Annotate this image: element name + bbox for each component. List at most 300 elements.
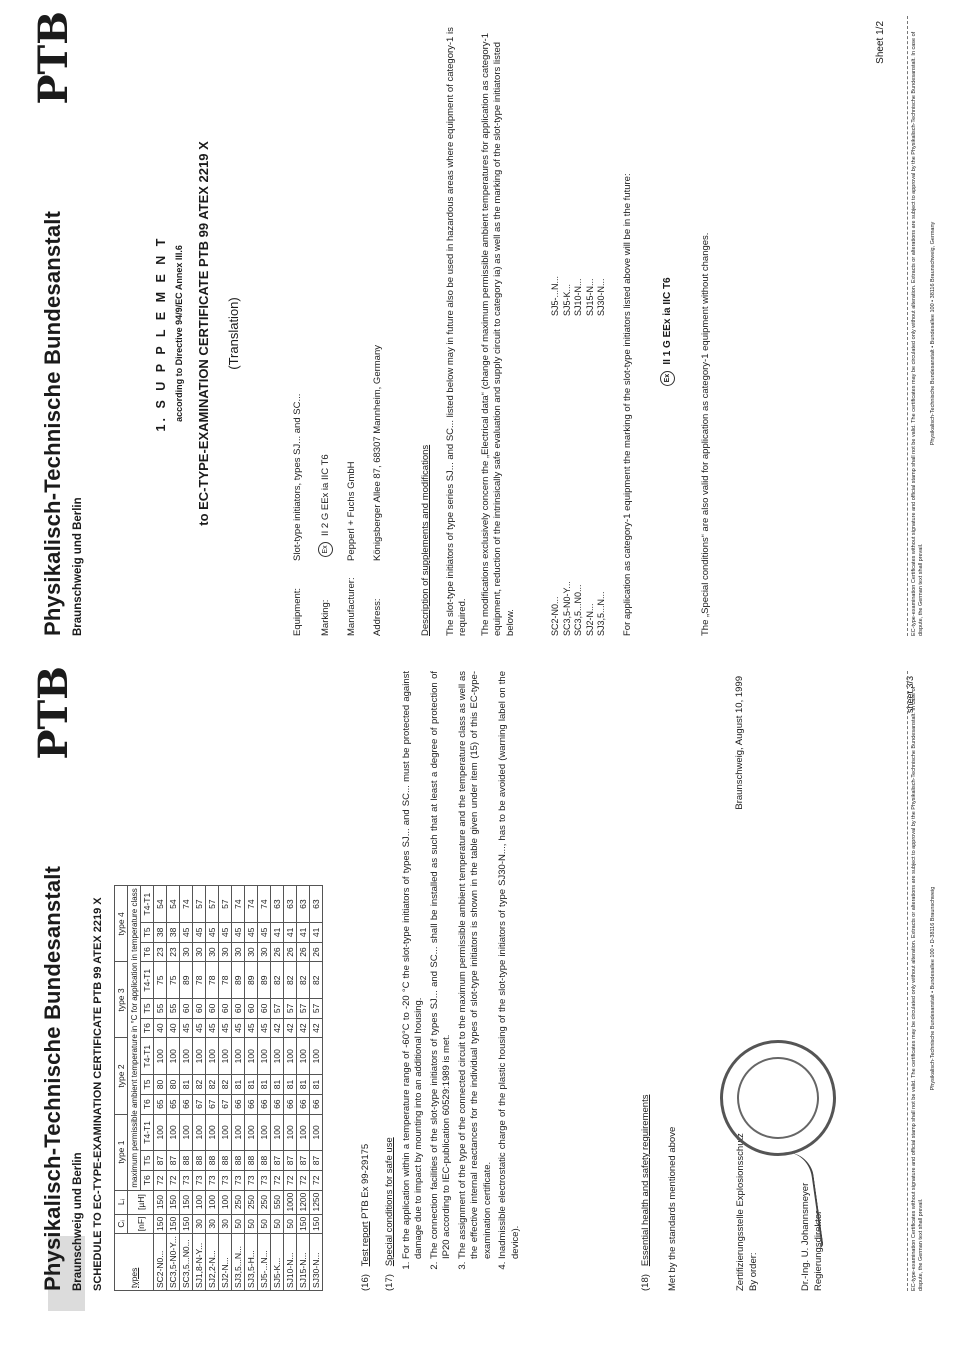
- table-cell: 50: [284, 1214, 297, 1234]
- table-cell: 100: [193, 1114, 206, 1151]
- table-cell: 74: [245, 886, 258, 923]
- table-cell: 1000: [284, 1190, 297, 1214]
- table-cell: 81: [271, 1075, 284, 1095]
- test-report-label: Test report: [360, 1221, 371, 1267]
- list-item: SJ2-N...: [584, 603, 595, 636]
- table-cell: 38: [167, 922, 180, 942]
- table-cell: 89: [245, 962, 258, 999]
- table-row: [206, 886, 219, 1291]
- col-temp-class: T4-T1: [141, 1038, 154, 1075]
- table-cell: 87: [284, 1151, 297, 1171]
- table-cell: 60: [206, 999, 219, 1019]
- table-cell: 63: [297, 886, 310, 923]
- table-cell: 63: [310, 886, 323, 923]
- table-row: [245, 886, 258, 1291]
- table-cell: 38: [154, 922, 167, 942]
- sheet-number: sheet 3/3: [905, 676, 915, 714]
- table-cell: 88: [193, 1151, 206, 1171]
- table-cell: 81: [245, 1075, 258, 1095]
- description-para-3: For application as category-1 equipment the marking of the slot-type initiators listed above will be in the future:: [622, 173, 633, 636]
- list-item: SJ3,5...N...: [596, 591, 606, 636]
- table-cell: 45: [232, 1018, 245, 1038]
- table-cell: 57: [206, 886, 219, 923]
- table-cell: 72: [271, 1170, 284, 1190]
- supplement-header: [0, 11, 120, 656]
- table-cell: 66: [180, 1094, 193, 1114]
- description-para-2: The modifications exclusively concern the „Electrical data“ (change of maximum permissible ambient temperatures for application as category-1 equipment, reduction of the intrinsically safe evaluation and supply circuit to category ia) as well as the marking of the slot-type initiators listed below.: [479, 33, 516, 636]
- table-cell: 250: [258, 1190, 271, 1214]
- table-cell: 50: [258, 1214, 271, 1234]
- type-name-cell: SJ10-N...: [284, 1234, 297, 1291]
- footnote: EC-type-examination Certificates without signature and official stamp shall not be valid. The certificates may be circulated only without alteration. Extracts or alterations are subject to approval by the Physikalisch-Technische Bundesanstalt. In case of dispute, the German text shall prevail.: [907, 16, 925, 636]
- table-cell: 50: [271, 1214, 284, 1234]
- footer-address: Physikalisch-Technische Bundesanstalt • Bundesallee 100 • D-38116 Braunschweig: [930, 886, 936, 1091]
- list-item: SJ5-K...: [561, 283, 572, 316]
- org-name: Physikalisch-Technische Bundesanstalt: [40, 210, 65, 636]
- table-row: [167, 886, 180, 1291]
- table-cell: 100: [206, 1190, 219, 1214]
- signer-name: Dr.-Ing. U. Johannsmeyer: [800, 1182, 811, 1291]
- table-cell: 250: [232, 1190, 245, 1214]
- col-type3: type 3: [115, 962, 128, 1038]
- table-cell: 75: [167, 962, 180, 999]
- table-cell: 26: [284, 942, 297, 962]
- ex-hexagon-icon: Ex: [318, 542, 333, 557]
- type-name-cell: SJ1,8-N-Y...: [193, 1234, 206, 1291]
- table-row: [193, 886, 206, 1291]
- supplement-certificate: to EC-TYPE-EXAMINATION CERTIFICATE PTB 99 ATEX 2219 X: [196, 141, 211, 526]
- table-cell: 88: [206, 1151, 219, 1171]
- table-cell: 65: [154, 1094, 167, 1114]
- table-cell: 57: [297, 999, 310, 1019]
- table-cell: 100: [154, 1114, 167, 1151]
- table-cell: 100: [258, 1038, 271, 1075]
- table-cell: 45: [232, 922, 245, 942]
- section-17: (17) Special conditions for safe use 1. For the application within a temperature range of -60°C to -20 °C the slot-type initiators of types SJ... and SC... must be protected against damage due to impact by mounting into an additional housing. 2. The connection facilities of the slot-type initiators of types SJ... and SC... shall be installed as such that at least a degree of protection of IP20 according to IEC-publication 60529:1989 is met. 3. The assignment of the type of the connected circuit to the maximum permissible ambient temperature and the temperature class as well as the effective internal reactances for the individual types of slot-type initiators is shown in the table given under item (15) of this EC-type-examination certificate. 4. Inadmissible electrostatic charge of the plastic housing of the slot-type initiators of type SJ30-N..., has to be avoided (warning label on the device).: [384, 671, 525, 1291]
- footer-address: Physikalisch-Technische Bundesanstalt • Bundesallee 100 • 38116 Braunschweig, Germany: [930, 221, 936, 446]
- table-cell: 66: [258, 1094, 271, 1114]
- table-cell: 100: [193, 1190, 206, 1214]
- footnote: EC-type-examination Certificates without signature and official stamp shall not be valid. The certificates may be circulated only without alteration. Extracts or alterations are subject to approval by the Physikalisch-Technische Bundesanstalt. In case of dispute, the German text shall prevail.: [907, 671, 925, 1291]
- table-row: [310, 886, 323, 1291]
- table-cell: 40: [154, 1018, 167, 1038]
- table-cell: 30: [232, 942, 245, 962]
- type-name-cell: SJ5-K...: [271, 1234, 284, 1291]
- unit-c: [nF]: [128, 1214, 154, 1234]
- table-cell: 81: [310, 1075, 323, 1095]
- table-cell: 88: [219, 1151, 232, 1171]
- schedule-header: [0, 666, 120, 1311]
- table-cell: 82: [284, 962, 297, 999]
- table-row: [284, 886, 297, 1291]
- table-cell: 57: [271, 999, 284, 1019]
- manufacturer-label: Manufacturer:: [346, 577, 357, 636]
- table-cell: 100: [271, 1038, 284, 1075]
- table-cell: 81: [232, 1075, 245, 1095]
- list-item: SC2-N0...: [550, 596, 560, 636]
- table-row: [219, 886, 232, 1291]
- table-cell: 150: [167, 1190, 180, 1214]
- col-temp-class: T4-T1: [141, 962, 154, 999]
- translation-note: (Translation): [226, 297, 241, 370]
- table-cell: 74: [258, 886, 271, 923]
- table-cell: 60: [193, 999, 206, 1019]
- types-list-left: [550, 581, 608, 636]
- table-cell: 45: [206, 922, 219, 942]
- table-row: [180, 886, 193, 1291]
- conditions-list: [401, 671, 523, 1291]
- table-cell: 55: [167, 999, 180, 1019]
- table-cell: 80: [154, 1075, 167, 1095]
- condition-item: 3. The assignment of the type of the connected circuit to the maximum permissible ambient temperature and the temperature class as well as the effective internal reactances for the individual types of slot-type initiators is shown in the table given under item (15) of this EC-type-examination certificate.: [457, 671, 495, 1259]
- table-cell: 30: [258, 942, 271, 962]
- table-cell: 100: [245, 1038, 258, 1075]
- ex-hexagon-icon: Ex: [660, 371, 675, 386]
- table-cell: 81: [180, 1075, 193, 1095]
- table-cell: 87: [297, 1151, 310, 1171]
- table-cell: 45: [193, 922, 206, 942]
- org-city: Braunschweig und Berlin: [72, 497, 84, 636]
- col-temp-class: T4-T1: [141, 886, 154, 923]
- table-cell: 100: [284, 1038, 297, 1075]
- table-cell: 67: [193, 1094, 206, 1114]
- table-cell: 73: [219, 1170, 232, 1190]
- type-name-cell: SJ3,5...N...: [232, 1234, 245, 1291]
- types-table: [114, 885, 323, 1291]
- table-cell: 100: [310, 1038, 323, 1075]
- table-cell: 65: [167, 1094, 180, 1114]
- description-para-1: The slot-type initiators of type series SJ... and SC... listed below may in future also be used in hazardous areas where equipment of category-1 is required.: [444, 27, 468, 636]
- table-cell: 82: [297, 962, 310, 999]
- table-cell: 60: [219, 999, 232, 1019]
- table-cell: 81: [284, 1075, 297, 1095]
- description-section: [420, 16, 517, 636]
- table-cell: 100: [219, 1038, 232, 1075]
- col-temp-class: T5: [141, 1075, 154, 1095]
- table-cell: 100: [206, 1038, 219, 1075]
- table-cell: 78: [193, 962, 206, 999]
- list-item: SJ5-...N...: [550, 275, 560, 316]
- table-cell: 45: [245, 1018, 258, 1038]
- category-marking-value: II 1 G EEx ia IIC T6: [662, 277, 674, 365]
- col-temp-class: T6: [141, 1094, 154, 1114]
- table-cell: 72: [167, 1170, 180, 1190]
- col-temp-class: T6: [141, 1170, 154, 1190]
- table-cell: 30: [206, 1214, 219, 1234]
- table-cell: 60: [245, 999, 258, 1019]
- table-cell: 50: [232, 1214, 245, 1234]
- table-cell: 41: [297, 922, 310, 942]
- table-cell: 66: [271, 1094, 284, 1114]
- col-types: types: [115, 1234, 154, 1291]
- col-temp-class: T5: [141, 999, 154, 1019]
- table-cell: 89: [180, 962, 193, 999]
- table-cell: 30: [193, 1214, 206, 1234]
- table-cell: 100: [271, 1114, 284, 1151]
- col-c: Cᵢ: [115, 1214, 128, 1234]
- table-cell: 66: [284, 1094, 297, 1114]
- table-cell: 45: [219, 1018, 232, 1038]
- table-cell: 45: [180, 922, 193, 942]
- table-cell: 100: [193, 1038, 206, 1075]
- equipment-field: [292, 394, 303, 636]
- table-cell: 41: [284, 922, 297, 942]
- table-cell: 42: [284, 1018, 297, 1038]
- table-cell: 550: [271, 1190, 284, 1214]
- table-cell: 100: [154, 1038, 167, 1075]
- table-cell: 150: [154, 1214, 167, 1234]
- manufacturer-value: Pepperl + Fuchs GmbH: [346, 461, 357, 561]
- table-cell: 1200: [297, 1190, 310, 1214]
- list-item: SC3,5-N0-Y...: [561, 581, 572, 636]
- table-cell: 82: [206, 1075, 219, 1095]
- table-row: [258, 886, 271, 1291]
- list-item: SJ10-N...: [573, 278, 583, 316]
- supplement-title: 1. S U P P L E M E N T: [154, 235, 168, 432]
- col-type2: type 2: [115, 1038, 128, 1114]
- supplement-directive: according to Directive 94/9/EC Annex III.6: [174, 245, 184, 422]
- equipment-label: Equipment:: [292, 587, 303, 636]
- schedule-page: [0, 666, 954, 1311]
- table-cell: 72: [154, 1170, 167, 1190]
- description-heading: Description of supplements and modifications: [420, 444, 431, 636]
- table-cell: 73: [232, 1170, 245, 1190]
- table-cell: 42: [310, 1018, 323, 1038]
- table-cell: 81: [258, 1075, 271, 1095]
- table-header-row: [128, 886, 141, 1291]
- type-name-cell: SC2-N0...: [154, 1234, 167, 1291]
- table-cell: 45: [180, 1018, 193, 1038]
- table-cell: 1250: [310, 1190, 323, 1214]
- table-cell: 100: [219, 1190, 232, 1214]
- marking-field: [318, 454, 333, 636]
- table-cell: 78: [206, 962, 219, 999]
- address-label: Address:: [372, 598, 383, 636]
- table-cell: 81: [297, 1075, 310, 1095]
- table-cell: 150: [167, 1214, 180, 1234]
- table-cell: 63: [271, 886, 284, 923]
- table-cell: 87: [167, 1151, 180, 1171]
- table-cell: 66: [245, 1094, 258, 1114]
- table-cell: 89: [258, 962, 271, 999]
- table-cell: 57: [284, 999, 297, 1019]
- col-temp-class: T5: [141, 922, 154, 942]
- table-cell: 150: [180, 1190, 193, 1214]
- table-cell: 74: [180, 886, 193, 923]
- types-list-right: [550, 276, 608, 316]
- table-cell: 82: [271, 962, 284, 999]
- table-cell: 60: [232, 999, 245, 1019]
- by-order-label: By order:: [747, 1252, 759, 1291]
- table-cell: 150: [310, 1214, 323, 1234]
- table-cell: 100: [310, 1114, 323, 1151]
- table-cell: 45: [245, 922, 258, 942]
- table-cell: 78: [219, 962, 232, 999]
- table-cell: 73: [180, 1170, 193, 1190]
- special-conditions-heading: Special conditions for safe use: [384, 1137, 395, 1267]
- table-cell: 100: [258, 1114, 271, 1151]
- type-name-cell: SJ2,2-N...: [206, 1234, 219, 1291]
- table-cell: 87: [154, 1151, 167, 1171]
- col-temp-class: T6: [141, 1018, 154, 1038]
- table-cell: 87: [271, 1151, 284, 1171]
- table-cell: 57: [219, 886, 232, 923]
- col-temp-class: T6: [141, 942, 154, 962]
- table-cell: 57: [193, 886, 206, 923]
- list-item: SC3,5...N0...: [573, 584, 583, 636]
- table-cell: 150: [154, 1190, 167, 1214]
- condition-item: 4. Inadmissible electrostatic charge of the plastic housing of the slot-type initiators of type SJ30-N..., has to be avoided (warning label on the device).: [497, 671, 522, 1259]
- table-cell: 100: [206, 1114, 219, 1151]
- table-cell: 45: [206, 1018, 219, 1038]
- signer-title: Regierungsdirektor: [812, 1210, 824, 1291]
- table-cell: 87: [310, 1151, 323, 1171]
- table-cell: 54: [154, 886, 167, 923]
- ptb-logo: PTB: [30, 666, 77, 760]
- condition-item: 2. The connection facilities of the slot-type initiators of types SJ... and SC... shall be installed as such that at least a degree of protection of IP20 according to IEC-publication 60529:1989 is met.: [429, 671, 454, 1259]
- table-cell: 72: [310, 1170, 323, 1190]
- type-name-cell: SC3,5...N0...: [180, 1234, 193, 1291]
- table-cell: 82: [193, 1075, 206, 1095]
- table-cell: 66: [232, 1094, 245, 1114]
- table-cell: 73: [258, 1170, 271, 1190]
- marking-value: II 2 G EEx ia IIC T6: [320, 454, 332, 536]
- table-cell: 250: [245, 1190, 258, 1214]
- type-name-cell: SJ3,5-H...: [245, 1234, 258, 1291]
- requirements-text: Met by the standards mentioned above: [666, 1126, 678, 1291]
- table-cell: 67: [206, 1094, 219, 1114]
- col-l: Lᵢ: [115, 1190, 128, 1214]
- table-cell: 73: [206, 1170, 219, 1190]
- table-cell: 89: [232, 962, 245, 999]
- col-temp-class: T5: [141, 1151, 154, 1171]
- certification-body: Zertifizierungsstelle Explosionsschutz: [735, 1133, 746, 1291]
- table-cell: 100: [284, 1114, 297, 1151]
- list-item: SJ30-N...: [596, 278, 606, 316]
- schedule-title: SCHEDULE TO EC-TYPE-EXAMINATION CERTIFICATE PTB 99 ATEX 2219 X: [92, 897, 104, 1291]
- table-cell: 50: [245, 1214, 258, 1234]
- table-header-row: [115, 886, 128, 1291]
- condition-item: 1. For the application within a temperature range of -60°C to -20 °C the slot-type initiators of types SJ... and SC... must be protected against damage due to impact by mounting into an additional housing.: [401, 671, 426, 1259]
- table-cell: 45: [258, 1018, 271, 1038]
- table-row: [271, 886, 284, 1291]
- type-name-cell: SJ15-N...: [297, 1234, 310, 1291]
- col-temp-class: T4-T1: [141, 1114, 154, 1151]
- org-name: Physikalisch-Technische Bundesanstalt: [40, 865, 65, 1291]
- table-cell: 30: [219, 1214, 232, 1234]
- table-cell: 60: [180, 999, 193, 1019]
- table-cell: 75: [154, 962, 167, 999]
- table-cell: 74: [232, 886, 245, 923]
- table-cell: 88: [258, 1151, 271, 1171]
- table-cell: 100: [180, 1038, 193, 1075]
- category-marking: [660, 11, 675, 656]
- section-16: (16) Test report PTB Ex 99-29175: [360, 1143, 371, 1291]
- address-value: Königsberger Allee 87, 68307 Mannheim, Germany: [372, 345, 383, 561]
- equipment-value: Slot-type initiators, types SJ... and SC...: [292, 393, 303, 561]
- table-cell: 100: [232, 1114, 245, 1151]
- table-cell: 100: [297, 1038, 310, 1075]
- test-report-value: PTB Ex 99-29175: [360, 1143, 371, 1219]
- marking-label: Marking:: [320, 599, 332, 636]
- table-cell: 150: [180, 1214, 193, 1234]
- table-cell: 45: [193, 1018, 206, 1038]
- table-cell: 80: [167, 1075, 180, 1095]
- table-cell: 30: [206, 942, 219, 962]
- table-cell: 100: [167, 1038, 180, 1075]
- section-18: (18) Essential health and safety requirements Met by the standards mentioned above: [640, 671, 679, 1291]
- table-cell: 30: [180, 942, 193, 962]
- temp-description: maximum permissible ambient temperature in °C for application in temperature class: [128, 886, 141, 1190]
- essential-requirements-heading: Essential health and safety requirements: [640, 1094, 651, 1267]
- table-cell: 30: [245, 942, 258, 962]
- table-cell: 100: [167, 1114, 180, 1151]
- ptb-logo: PTB: [30, 11, 77, 105]
- supplement-page: [0, 11, 954, 656]
- table-cell: 63: [284, 886, 297, 923]
- table-cell: 30: [219, 942, 232, 962]
- table-cell: 66: [310, 1094, 323, 1114]
- table-cell: 57: [310, 999, 323, 1019]
- type-name-cell: SJ2-N...: [219, 1234, 232, 1291]
- table-cell: 26: [310, 942, 323, 962]
- table-cell: 23: [167, 942, 180, 962]
- table-cell: 66: [297, 1094, 310, 1114]
- table-cell: 100: [219, 1114, 232, 1151]
- table-cell: 72: [297, 1170, 310, 1190]
- official-seal-stamp: [708, 1028, 849, 1169]
- table-cell: 67: [219, 1094, 232, 1114]
- table-cell: 73: [193, 1170, 206, 1190]
- table-cell: 23: [154, 942, 167, 962]
- table-cell: 55: [154, 999, 167, 1019]
- table-cell: 73: [245, 1170, 258, 1190]
- manufacturer-field: [346, 461, 357, 636]
- col-type1: type 1: [115, 1114, 128, 1190]
- type-name-cell: SJ30-N...: [310, 1234, 323, 1291]
- table-cell: 26: [271, 942, 284, 962]
- table-cell: 41: [310, 922, 323, 942]
- table-cell: 40: [167, 1018, 180, 1038]
- table-cell: 26: [297, 942, 310, 962]
- table-row: [232, 886, 245, 1291]
- table-cell: 30: [193, 942, 206, 962]
- type-name-cell: SJ5-...N...: [258, 1234, 271, 1291]
- table-cell: 88: [245, 1151, 258, 1171]
- table-row: [154, 886, 167, 1291]
- table-cell: 45: [219, 922, 232, 942]
- table-cell: 100: [180, 1114, 193, 1151]
- table-cell: 88: [180, 1151, 193, 1171]
- table-cell: 42: [271, 1018, 284, 1038]
- table-cell: 60: [258, 999, 271, 1019]
- table-cell: 45: [258, 922, 271, 942]
- table-cell: 82: [219, 1075, 232, 1095]
- table-cell: 100: [232, 1038, 245, 1075]
- table-cell: 72: [284, 1170, 297, 1190]
- table-cell: 41: [271, 922, 284, 942]
- issue-date: Braunschweig, August 10, 1999: [734, 676, 745, 810]
- unit-l: [µH]: [128, 1190, 154, 1214]
- description-para-4: The „Special conditions“ are also valid for application as category-1 equipment without changes.: [700, 232, 711, 636]
- table-cell: 54: [167, 886, 180, 923]
- type-name-cell: SC3,5-N0-Y...: [167, 1234, 180, 1291]
- table-cell: 82: [310, 962, 323, 999]
- table-row: [297, 886, 310, 1291]
- address-field: [372, 345, 383, 636]
- org-city: Braunschweig und Berlin: [72, 1152, 84, 1291]
- list-item: SJ15-N...: [584, 278, 595, 316]
